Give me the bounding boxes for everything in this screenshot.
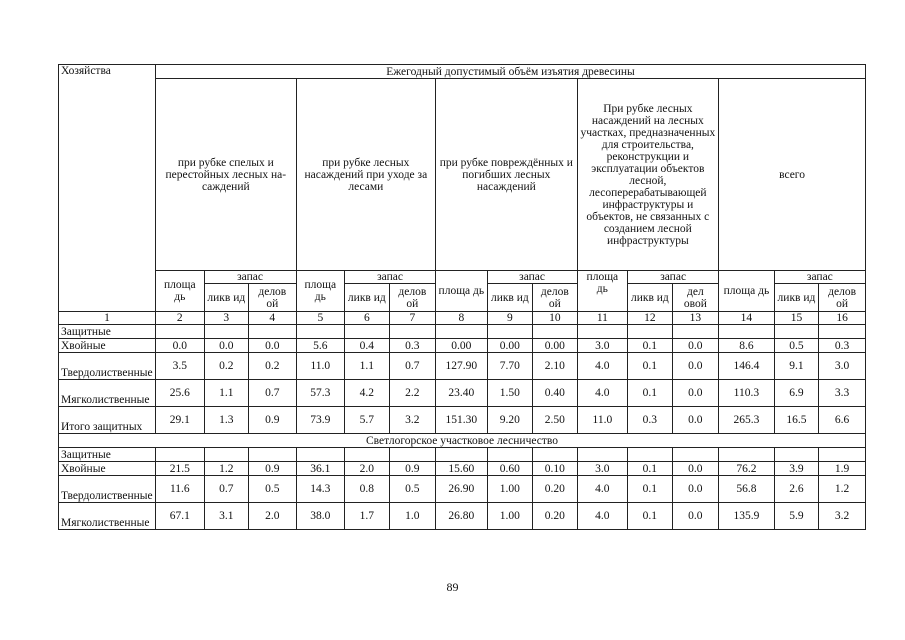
value-cell: 3.2 [389,407,436,434]
value-cell: 9.20 [487,407,532,434]
value-cell: 1.3 [204,407,248,434]
value-cell: 0.9 [249,407,297,434]
value-cell: 8.6 [719,339,775,353]
empty-cell [577,448,628,462]
area-header: площа дь [156,271,205,312]
stock-header: запас [345,271,436,284]
value-cell: 3.9 [774,462,818,476]
table-row [59,339,866,353]
empty-cell [577,325,628,339]
value-cell: 0.0 [672,476,719,503]
row-label: Твердолиственные [59,353,156,380]
value-cell: 0.20 [533,503,577,530]
col-number: 15 [774,312,818,325]
empty-cell [249,325,297,339]
value-cell: 4.0 [577,380,628,407]
value-cell: 11.0 [296,353,345,380]
col-number: 9 [487,312,532,325]
value-cell: 3.3 [819,380,866,407]
value-cell: 0.0 [672,380,719,407]
value-cell: 2.0 [345,462,389,476]
value-cell: 1.1 [204,380,248,407]
stock-header: запас [204,271,296,284]
value-cell: 0.1 [628,339,672,353]
value-cell: 7.70 [487,353,532,380]
page-number: 89 [446,580,459,594]
value-cell: 25.6 [156,380,205,407]
col-number: 1 [59,312,156,325]
liquid-header: ликв ид [628,284,672,312]
col-number: 8 [436,312,488,325]
empty-cell [533,448,577,462]
empty-cell [533,325,577,339]
value-cell: 11.0 [577,407,628,434]
value-cell: 0.9 [389,462,436,476]
value-cell: 0.5 [774,339,818,353]
value-cell: 0.1 [628,380,672,407]
empty-cell [672,448,719,462]
value-cell: 2.6 [774,476,818,503]
table-row [59,380,866,407]
column-number-row [59,312,866,325]
empty-cell [487,448,532,462]
table-row [59,503,866,530]
empty-cell [487,325,532,339]
col-header-farms: Хозяйства [59,65,156,312]
liquid-header: ликв ид [487,284,532,312]
empty-cell [389,325,436,339]
value-cell: 0.1 [628,353,672,380]
value-cell: 2.0 [249,503,297,530]
empty-cell [389,448,436,462]
value-cell: 57.3 [296,380,345,407]
empty-cell [672,325,719,339]
empty-cell [204,325,248,339]
empty-cell [436,325,488,339]
value-cell: 0.1 [628,503,672,530]
category-label: Защитные [59,448,156,462]
group-header-total: всего [719,79,866,271]
value-cell: 135.9 [719,503,775,530]
value-cell: 1.0 [389,503,436,530]
col-number: 3 [204,312,248,325]
col-number: 11 [577,312,628,325]
value-cell: 1.00 [487,476,532,503]
table-row [59,476,866,503]
value-cell: 16.5 [774,407,818,434]
col-number: 13 [672,312,719,325]
value-cell: 67.1 [156,503,205,530]
value-cell: 0.00 [436,339,488,353]
table-row [59,462,866,476]
empty-cell [774,448,818,462]
empty-cell [156,325,205,339]
value-cell: 29.1 [156,407,205,434]
value-cell: 146.4 [719,353,775,380]
value-cell: 4.2 [345,380,389,407]
empty-cell [719,325,775,339]
value-cell: 11.6 [156,476,205,503]
empty-cell [719,448,775,462]
value-cell: 4.0 [577,476,628,503]
row-label: Мягколиственные [59,503,156,530]
row-label: Итого защитных [59,407,156,434]
business-header: дел овой [672,284,719,312]
business-header: делов ой [249,284,297,312]
value-cell: 0.60 [487,462,532,476]
value-cell: 4.0 [577,503,628,530]
value-cell: 0.8 [345,476,389,503]
value-cell: 1.9 [819,462,866,476]
area-header: площа дь [436,271,488,312]
value-cell: 0.2 [249,353,297,380]
value-cell: 0.0 [672,353,719,380]
value-cell: 265.3 [719,407,775,434]
value-cell: 3.0 [819,353,866,380]
value-cell: 38.0 [296,503,345,530]
value-cell: 0.00 [487,339,532,353]
empty-cell [204,448,248,462]
area-header: площа дь [719,271,775,312]
value-cell: 0.7 [204,476,248,503]
value-cell: 0.1 [628,476,672,503]
value-cell: 6.6 [819,407,866,434]
col-number: 2 [156,312,205,325]
value-cell: 6.9 [774,380,818,407]
value-cell: 0.2 [204,353,248,380]
value-cell: 21.5 [156,462,205,476]
value-cell: 3.2 [819,503,866,530]
value-cell: 0.1 [628,462,672,476]
value-cell: 4.0 [577,353,628,380]
value-cell: 0.4 [345,339,389,353]
value-cell: 0.40 [533,380,577,407]
value-cell: 0.3 [819,339,866,353]
area-header: площа дь [577,271,628,312]
value-cell: 1.00 [487,503,532,530]
value-cell: 3.1 [204,503,248,530]
value-cell: 1.2 [204,462,248,476]
value-cell: 5.9 [774,503,818,530]
value-cell: 23.40 [436,380,488,407]
table-row [59,407,866,434]
value-cell: 1.1 [345,353,389,380]
business-header: делов ой [533,284,577,312]
value-cell: 0.5 [389,476,436,503]
value-cell: 0.3 [628,407,672,434]
col-number: 6 [345,312,389,325]
section-title: Светлогорское участковое лесничество [59,434,866,448]
empty-cell [819,325,866,339]
col-number: 12 [628,312,672,325]
value-cell: 0.7 [389,353,436,380]
stock-header: запас [628,271,719,284]
stock-header: запас [774,271,865,284]
category-row [59,448,866,462]
row-label: Хвойные [59,462,156,476]
row-label: Твердолиственные [59,476,156,503]
value-cell: 15.60 [436,462,488,476]
value-cell: 26.90 [436,476,488,503]
empty-cell [345,325,389,339]
value-cell: 0.0 [672,503,719,530]
col-number: 14 [719,312,775,325]
liquid-header: ликв ид [204,284,248,312]
value-cell: 76.2 [719,462,775,476]
group-header-mature: при рубке спелых и перестойных лесных на- саждений [156,79,297,271]
row-label: Мягколиственные [59,380,156,407]
category-label: Защитные [59,325,156,339]
value-cell: 127.90 [436,353,488,380]
value-cell: 1.7 [345,503,389,530]
value-cell: 2.10 [533,353,577,380]
col-number: 4 [249,312,297,325]
value-cell: 0.10 [533,462,577,476]
value-cell: 110.3 [719,380,775,407]
value-cell: 26.80 [436,503,488,530]
category-row [59,325,866,339]
value-cell: 3.0 [577,339,628,353]
value-cell: 0.0 [204,339,248,353]
empty-cell [156,448,205,462]
liquid-header: ликв ид [774,284,818,312]
empty-cell [819,448,866,462]
group-header-thinning: при рубке лесных насаждений при уходе за лесами [296,79,436,271]
value-cell: 0.20 [533,476,577,503]
value-cell: 0.0 [672,407,719,434]
value-cell: 5.7 [345,407,389,434]
value-cell: 2.2 [389,380,436,407]
col-number: 16 [819,312,866,325]
value-cell: 0.7 [249,380,297,407]
value-cell: 0.00 [533,339,577,353]
business-header: делов ой [389,284,436,312]
value-cell: 0.0 [249,339,297,353]
value-cell: 3.5 [156,353,205,380]
value-cell: 9.1 [774,353,818,380]
value-cell: 56.8 [719,476,775,503]
value-cell: 151.30 [436,407,488,434]
value-cell: 0.0 [156,339,205,353]
table-title: Ежегодный допустимый объём изъятия древесины [156,65,866,79]
empty-cell [345,448,389,462]
col-number: 5 [296,312,345,325]
col-number: 10 [533,312,577,325]
empty-cell [296,448,345,462]
value-cell: 36.1 [296,462,345,476]
col-number: 7 [389,312,436,325]
value-cell: 2.50 [533,407,577,434]
value-cell: 73.9 [296,407,345,434]
empty-cell [774,325,818,339]
business-header: делов ой [819,284,866,312]
row-label: Хвойные [59,339,156,353]
group-header-infrastructure: При рубке лесных насаждений на лесных участках, предназначенных для строительства, реконструкции и эксплуатации объектов лесной, лесоперерабатывающей инфраструктуры и объектов, не связанных с созданием лесной инфраструктуры [577,79,719,271]
group-header-damaged: при рубке повреждённых и погибших лесных насаждений [436,79,578,271]
area-header: площа дь [296,271,345,312]
liquid-header: ликв ид [345,284,389,312]
value-cell: 5.6 [296,339,345,353]
value-cell: 3.0 [577,462,628,476]
stock-header: запас [487,271,577,284]
value-cell: 0.0 [672,339,719,353]
empty-cell [628,448,672,462]
value-cell: 14.3 [296,476,345,503]
empty-cell [628,325,672,339]
value-cell: 1.50 [487,380,532,407]
timber-volume-table [58,64,866,530]
empty-cell [436,448,488,462]
empty-cell [296,325,345,339]
value-cell: 0.3 [389,339,436,353]
value-cell: 0.9 [249,462,297,476]
empty-cell [249,448,297,462]
value-cell: 0.0 [672,462,719,476]
value-cell: 1.2 [819,476,866,503]
value-cell: 0.5 [249,476,297,503]
table-row [59,353,866,380]
